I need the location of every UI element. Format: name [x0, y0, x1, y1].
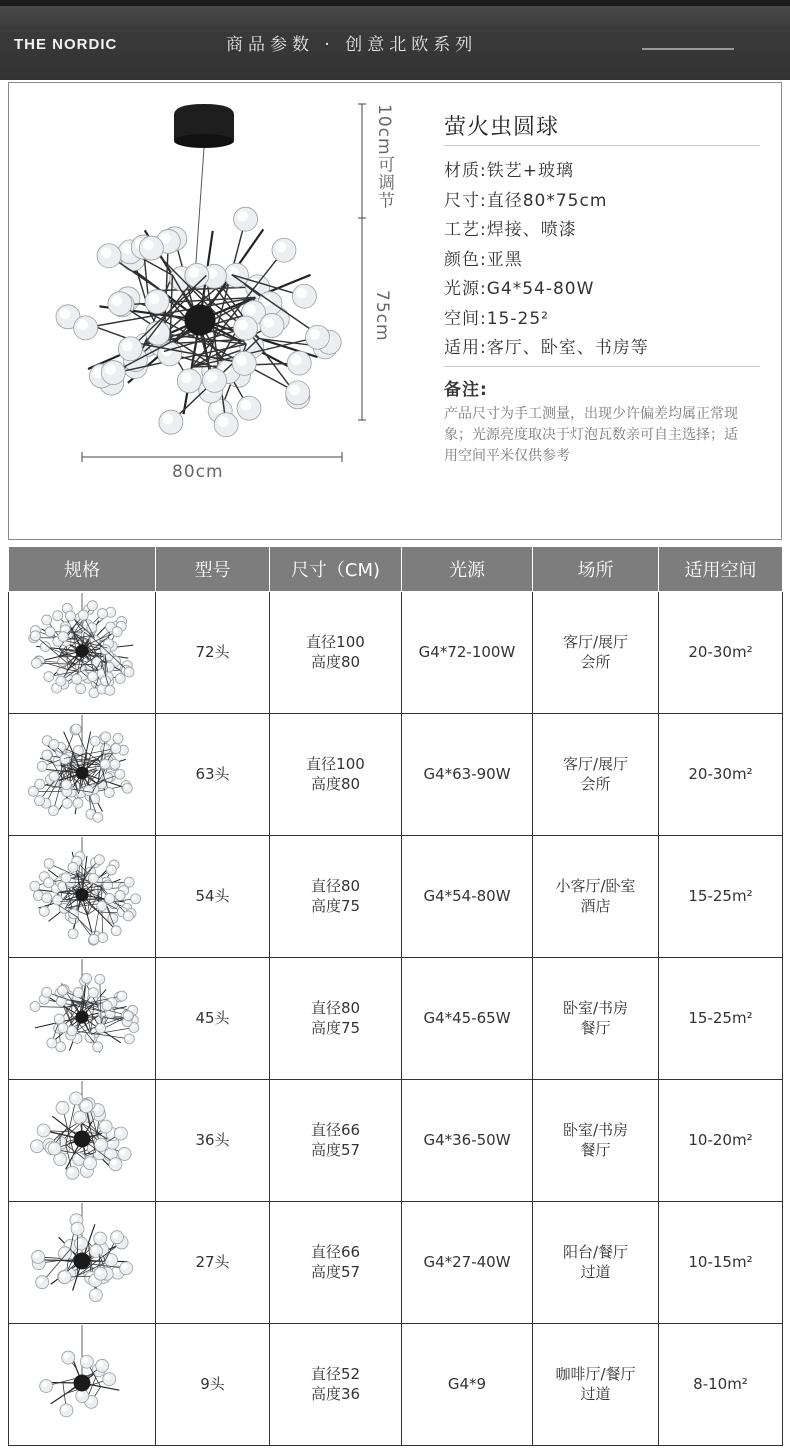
size-cell: 直径100 高度80 — [270, 713, 402, 835]
model-cell: 27头 — [156, 1201, 270, 1323]
size-cell: 直径80 高度75 — [270, 835, 402, 957]
spec-space: 空间:15-25² — [444, 308, 549, 329]
thumbnail-cell — [9, 835, 156, 957]
place-cell: 卧室/书房 餐厅 — [533, 1079, 659, 1201]
table-row — [9, 713, 783, 835]
space-cell: 15-25m² — [659, 835, 783, 957]
thumbnail-cell — [9, 1079, 156, 1201]
thumbnail-cell — [9, 957, 156, 1079]
table-row — [9, 1201, 783, 1323]
thumbnail-cell — [9, 591, 156, 713]
light-cell: G4*45-65W — [402, 957, 533, 1079]
remark-text: 产品尺寸为手工测量，出现少许偏差均属正常现象；光源亮度取决于灯泡瓦数亲可自主选择；适用空间平米仅供参考 — [444, 406, 738, 464]
spec-color: 颜色:亚黑 — [444, 249, 523, 270]
divider — [444, 366, 760, 367]
spec-material: 材质:铁艺+玻璃 — [444, 161, 574, 181]
lamp-thumbnail — [12, 959, 152, 1077]
space-cell: 20-30m² — [659, 713, 783, 835]
model-cell: 72头 — [156, 591, 270, 713]
place-cell: 小客厅/卧室 酒店 — [533, 835, 659, 957]
light-cell: G4*9 — [402, 1323, 533, 1445]
size-cell: 直径66 高度57 — [270, 1079, 402, 1201]
height-label: 75cm — [372, 290, 392, 342]
model-cell: 54头 — [156, 835, 270, 957]
light-cell: G4*27-40W — [402, 1201, 533, 1323]
table-header — [9, 547, 783, 591]
model-cell: 45头 — [156, 957, 270, 1079]
space-cell: 8-10m² — [659, 1323, 783, 1445]
width-label: 80cm — [172, 462, 224, 482]
lamp-branches — [56, 207, 341, 437]
model-cell: 63头 — [156, 713, 270, 835]
model-cell: 9头 — [156, 1323, 270, 1445]
header-cell: 型号 — [156, 547, 270, 591]
table-row — [9, 957, 783, 1079]
lamp-thumbnail — [12, 593, 152, 711]
spec-usage: 适用:客厅、卧室、书房等 — [444, 338, 649, 358]
place-cell: 卧室/书房 餐厅 — [533, 957, 659, 1079]
size-cell: 直径52 高度36 — [270, 1323, 402, 1445]
lamp-thumbnail — [12, 715, 152, 833]
lamp-thumbnail — [12, 1081, 152, 1199]
table-row — [9, 1323, 783, 1445]
model-cell: 36头 — [156, 1079, 270, 1201]
light-cell: G4*54-80W — [402, 835, 533, 957]
page-title: 商品参数 · 创意北欧系列 — [226, 35, 478, 55]
place-cell: 客厅/展厅 会所 — [533, 591, 659, 713]
space-cell: 20-30m² — [659, 591, 783, 713]
thumbnail-cell — [9, 713, 156, 835]
header-cell: 光源 — [402, 547, 533, 591]
thumbnail-cell — [9, 1323, 156, 1445]
size-cell: 直径66 高度57 — [270, 1201, 402, 1323]
space-cell: 10-15m² — [659, 1201, 783, 1323]
space-cell: 10-20m² — [659, 1079, 783, 1201]
space-cell: 15-25m² — [659, 957, 783, 1079]
spec-craft: 工艺:焊接、喷漆 — [444, 220, 577, 240]
lamp-thumbnail — [12, 1203, 152, 1321]
size-cell: 直径80 高度75 — [270, 957, 402, 1079]
brand-logo: THE NORDIC — [14, 36, 118, 53]
remark-title: 备注: — [444, 380, 488, 400]
header-cell: 场所 — [533, 547, 659, 591]
place-cell: 咖啡厅/餐厅 过道 — [533, 1323, 659, 1445]
spec-table — [8, 547, 783, 1446]
place-cell: 客厅/展厅 会所 — [533, 713, 659, 835]
lamp-thumbnail — [12, 837, 152, 955]
table-row — [9, 1079, 783, 1201]
product-name: 萤火虫圆球 — [444, 115, 560, 140]
header-cell: 尺寸（CM) — [270, 547, 402, 591]
lamp-thumbnail — [12, 1325, 152, 1443]
size-cell: 直径100 高度80 — [270, 591, 402, 713]
table-row — [9, 835, 783, 957]
place-cell: 阳台/餐厅 过道 — [533, 1201, 659, 1323]
spec-size: 尺寸:直径80*75cm — [444, 190, 608, 211]
spec-light: 光源:G4*54-80W — [444, 279, 595, 299]
light-cell: G4*63-90W — [402, 713, 533, 835]
thumbnail-cell — [9, 1201, 156, 1323]
light-cell: G4*36-50W — [402, 1079, 533, 1201]
table-row — [9, 591, 783, 713]
divider — [444, 145, 760, 146]
adjustable-height-label: 10cm可调节 — [374, 104, 394, 210]
header-cell: 规格 — [9, 547, 156, 591]
header-cell: 适用空间 — [659, 547, 783, 591]
spec-list — [444, 156, 764, 363]
light-cell: G4*72-100W — [402, 591, 533, 713]
